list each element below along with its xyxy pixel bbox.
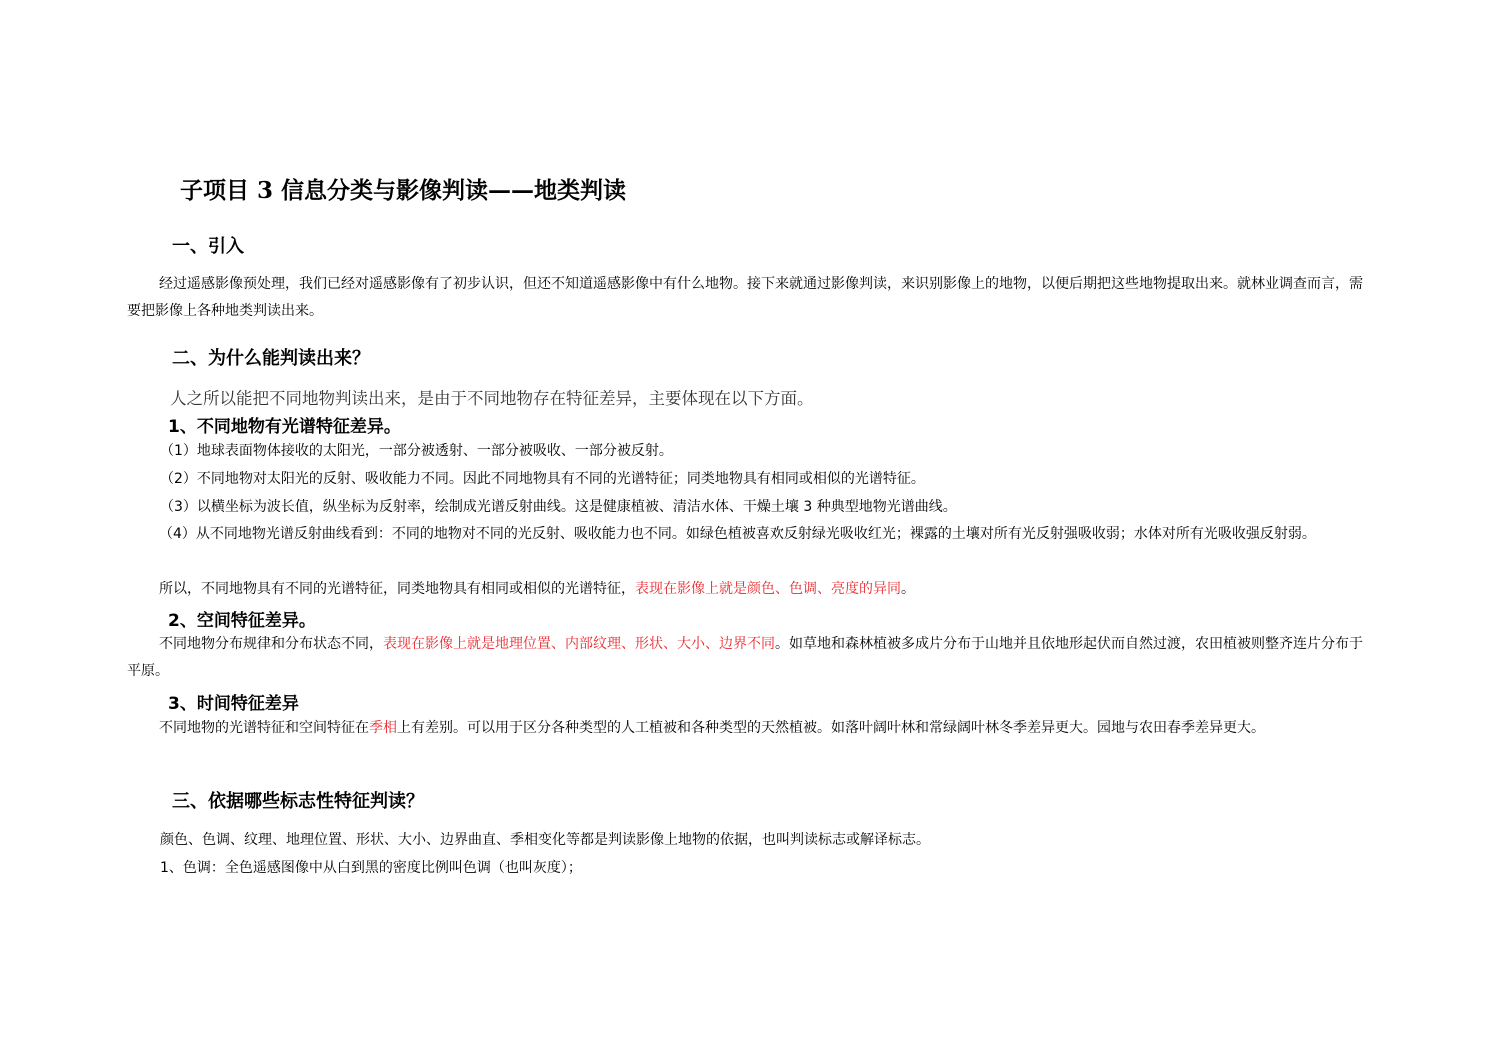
subheading-spectral: 1、不同地物有光谱特征差异。 — [168, 417, 401, 437]
indicators-line-2: 1、色调：全色遥感图像中从白到黑的密度比例叫色调（也叫灰度）； — [160, 860, 582, 876]
temporal-highlight: 季相 — [369, 720, 397, 736]
why-lead-text: 人之所以能把不同地物判读出来，是由于不同地物存在特征差异，主要体现在以下方面。 — [170, 389, 814, 408]
section-heading-indicators: 三、依据哪些标志性特征判读？ — [172, 791, 424, 812]
spectral-item-4: （4）从不同地物光谱反射曲线看到：不同的地物对不同的光反射、吸收能力也不同。如绿色植被喜欢反射绿光吸收红光；裸露的土壤对所有光反射强吸收弱；水体对所有光吸收强反射弱。 — [159, 526, 1316, 542]
section-heading-intro: 一、引入 — [172, 236, 244, 257]
spectral-summary: 所以，不同地物具有不同的光谱特征，同类地物具有相同或相似的光谱特征，表现在影像上就是颜色、色调、亮度的异同。 — [159, 581, 915, 597]
spectral-item-3: （3）以横坐标为波长值，纵坐标为反射率，绘制成光谱反射曲线。这是健康植被、清洁水体、干燥土壤 3 种典型地物光谱曲线。 — [160, 499, 957, 515]
spectral-summary-highlight: 表现在影像上就是颜色、色调、亮度的异同 — [635, 581, 901, 597]
indicators-line-1: 颜色、色调、纹理、地理位置、形状、大小、边界曲直、季相变化等都是判读影像上地物的依据，也叫判读标志或解译标志。 — [160, 832, 930, 848]
subheading-spatial: 2、空间特征差异。 — [168, 611, 316, 631]
document-title: 子项目 3 信息分类与影像判读——地类判读 — [180, 177, 627, 204]
spatial-highlight: 表现在影像上就是地理位置、内部纹理、形状、大小、边界不同 — [383, 636, 775, 652]
temporal-paragraph: 不同地物的光谱特征和空间特征在季相上有差别。可以用于区分各种类型的人工植被和各种类型的天然植被。如落叶阔叶林和常绿阔叶林冬季差异更大。园地与农田春季差异更大。 — [159, 720, 1265, 736]
intro-paragraph: 经过遥感影像预处理，我们已经对遥感影像有了初步认识，但还不知道遥感影像中有什么地物。接下来就通过影像判读，来识别影像上的地物，以便后期把这些地物提取出来。就林业调查而言，需要把影像上各种地类判读出来。 — [127, 276, 1363, 319]
subheading-temporal: 3、时间特征差异 — [168, 694, 299, 714]
spectral-item-2: （2）不同地物对太阳光的反射、吸收能力不同。因此不同地物具有不同的光谱特征；同类地物具有相同或相似的光谱特征。 — [160, 471, 925, 487]
section-heading-why: 二、为什么能判读出来？ — [172, 348, 370, 369]
spectral-item-1: （1）地球表面物体接收的太阳光，一部分被透射、一部分被吸收、一部分被反射。 — [160, 443, 673, 459]
spatial-paragraph: 不同地物分布规律和分布状态不同，表现在影像上就是地理位置、内部纹理、形状、大小、边界不同。如草地和森林植被多成片分布于山地并且依地形起伏而自然过渡，农田植被则整齐连片分布于平原。 — [127, 636, 1363, 679]
